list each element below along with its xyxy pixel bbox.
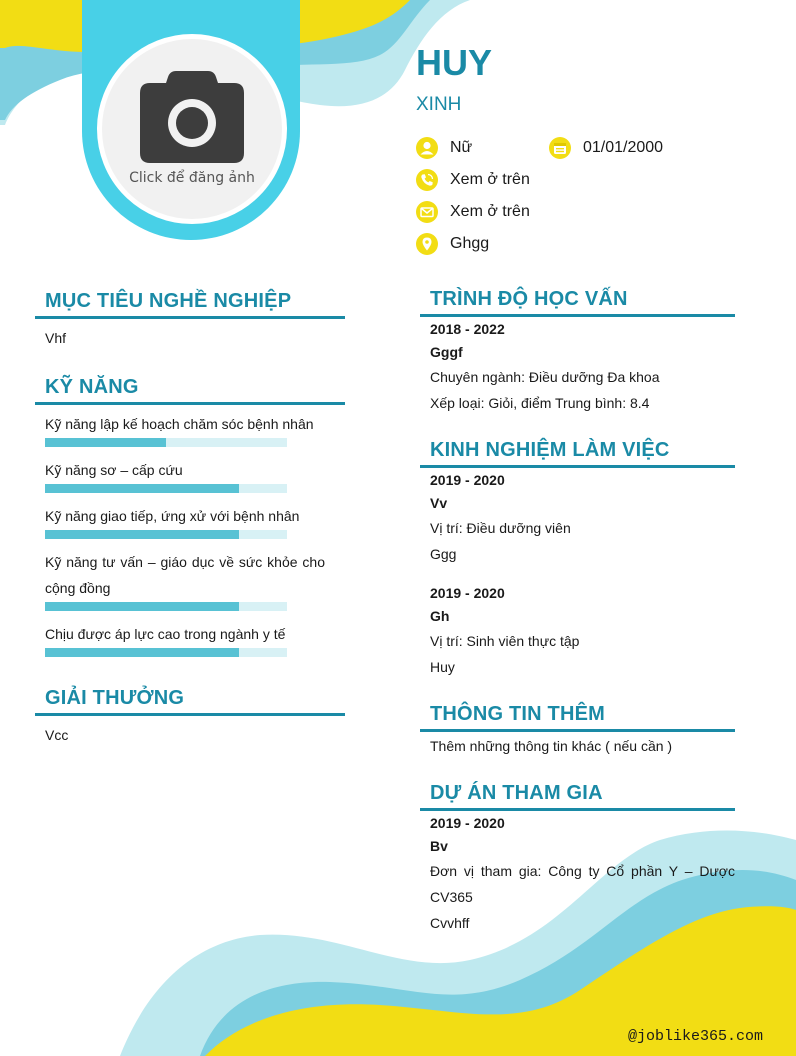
phone-value: Xem ở trên <box>450 171 530 188</box>
email-value: Xem ở trên <box>450 203 530 220</box>
project-name: Bv <box>430 838 448 854</box>
project-desc: Cvvhff <box>430 915 470 931</box>
education-grade: Xếp loại: Giỏi, điểm Trung bình: 8.4 <box>430 395 650 411</box>
skill-label: Kỹ năng lập kế hoạch chăm sóc bệnh nhân <box>45 416 314 432</box>
skill-label: Kỹ năng tư vấn – giáo dục về sức khỏe cho cộng đồng <box>45 554 325 596</box>
education-period: 2018 - 2022 <box>430 321 505 337</box>
info-address <box>416 233 489 255</box>
camera-icon <box>138 69 246 163</box>
user-icon <box>416 137 438 159</box>
objective-title: MỤC TIÊU NGHỀ NGHIỆP <box>45 290 292 312</box>
footer-website: @joblike365.com <box>627 1028 763 1045</box>
candidate-name: HUY <box>416 42 493 83</box>
education-title: TRÌNH ĐỘ HỌC VẤN <box>430 288 628 310</box>
awards-title: GIẢI THƯỞNG <box>45 687 185 709</box>
experience-position: Vị trí: Sinh viên thực tập <box>430 633 580 649</box>
skill-label: Chịu được áp lực cao trong ngành y tế <box>45 626 286 642</box>
experience-company: Vv <box>430 495 448 511</box>
additional-text: Thêm những thông tin khác ( nếu cần ) <box>430 738 673 754</box>
skills-title: KỸ NĂNG <box>45 376 139 398</box>
skill-bar <box>45 484 287 493</box>
education-major: Chuyên ngành: Điều dưỡng Đa khoa <box>430 369 660 385</box>
experience-desc: Ggg <box>430 546 457 562</box>
phone-icon <box>416 169 438 191</box>
skill-label: Kỹ năng giao tiếp, ứng xử với bệnh nhân <box>45 508 300 524</box>
address-value: Ghgg <box>450 235 490 252</box>
experience-title: KINH NGHIỆM LÀM VIỆC <box>430 439 670 461</box>
info-phone <box>416 169 530 191</box>
skill-bar <box>45 648 287 657</box>
gender-value: Nữ <box>450 139 473 156</box>
skill-bar-fill <box>45 602 239 611</box>
experience-company: Gh <box>430 608 450 624</box>
skills-divider <box>35 402 345 405</box>
info-gender <box>416 137 472 159</box>
info-email <box>416 201 530 223</box>
skill-bar <box>45 602 287 611</box>
education-school: Gggf <box>430 344 463 360</box>
skill-label: Kỹ năng sơ – cấp cứu <box>45 462 183 478</box>
projects-title: DỰ ÁN THAM GIA <box>430 782 603 804</box>
experience-period: 2019 - 2020 <box>430 585 505 601</box>
awards-divider <box>35 713 345 716</box>
objective-divider <box>35 316 345 319</box>
avatar-upload[interactable] <box>97 34 287 224</box>
experience-period: 2019 - 2020 <box>430 472 505 488</box>
project-period: 2019 - 2020 <box>430 815 505 831</box>
job-title: XINH <box>416 94 462 115</box>
mail-icon <box>416 201 438 223</box>
awards-text: Vcc <box>45 727 69 743</box>
skill-bar-fill <box>45 438 166 447</box>
calendar-icon <box>549 137 571 159</box>
info-birthday <box>549 137 663 159</box>
birthday-value: 01/01/2000 <box>583 139 664 156</box>
project-unit: Đơn vị tham gia: Công ty Cổ phần Y – Dược CV365 <box>430 863 735 905</box>
additional-divider <box>420 729 735 732</box>
skill-bar <box>45 530 287 539</box>
location-icon <box>416 233 438 255</box>
additional-title: THÔNG TIN THÊM <box>430 703 606 725</box>
skill-bar-fill <box>45 648 239 657</box>
objective-text: Vhf <box>45 330 67 346</box>
skill-bar-fill <box>45 484 239 493</box>
skill-bar <box>45 438 287 447</box>
experience-position: Vị trí: Điều dưỡng viên <box>430 520 571 536</box>
experience-desc: Huy <box>430 659 455 675</box>
skill-bar-fill <box>45 530 239 539</box>
avatar-upload-label: Click để đăng ảnh <box>129 170 255 186</box>
